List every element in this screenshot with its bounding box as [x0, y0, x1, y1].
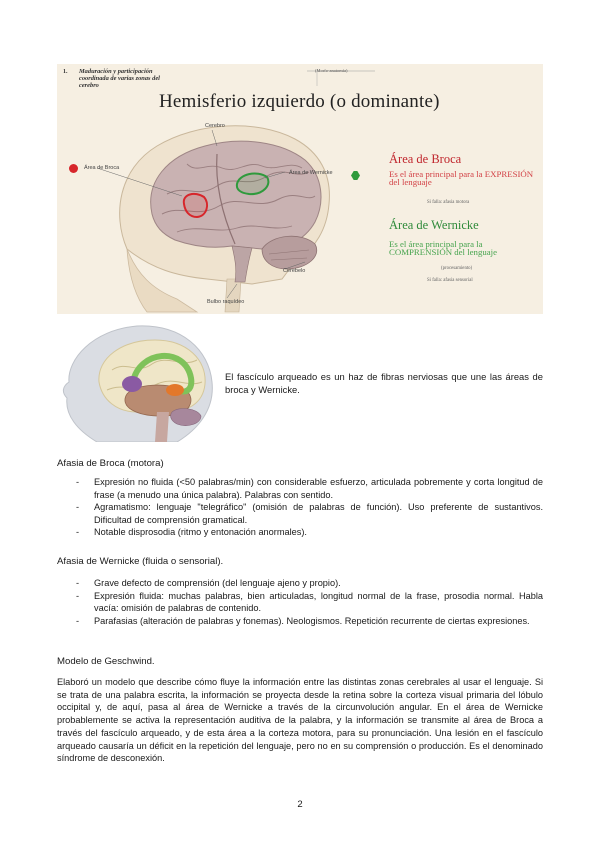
brain-figure [57, 64, 543, 314]
head-brain-illustration [57, 320, 215, 442]
broca-description: Es el área principal para la EXPRESIÓN del lenguaje [389, 169, 534, 188]
list-marker: - [76, 578, 80, 588]
list-item: - Expresión fluida: muchas palabras, bien articuladas, longitud normal de la frase, prosodia normal. Habla vacía: omisión de palabras de contenido. [76, 590, 543, 614]
wernicke-section-heading: Afasia de Wernicke (fluida o sensorial). [57, 556, 224, 567]
list-item: - Notable disprosodia (ritmo y entonación anormales). [76, 527, 307, 538]
broca-section-heading: Afasia de Broca (motora) [57, 458, 164, 469]
label-cerebelo: Cerebelo [283, 268, 306, 274]
arcuate-fasciculus-text: El fascículo arqueado es un haz de fibras nerviosas que une las áreas de broca y Wernicke. [225, 371, 543, 395]
list-item: - Grave defecto de comprensión (del lenguaje ajeno y propio). [76, 578, 341, 588]
list-marker: - [76, 615, 80, 626]
figure-title: Hemisferio izquierdo (o dominante) [159, 91, 440, 112]
figure-number: 1. [63, 69, 68, 75]
broca-marker-icon [69, 164, 78, 173]
wernicke-sub: Si falla: afasia sensorial [427, 278, 473, 283]
wernicke-small: (procesamiento) [441, 266, 473, 271]
figure-top-tag: (Morfo-anatomía) [315, 68, 348, 73]
label-area-wernicke: Área de Wernicke [289, 170, 333, 176]
label-bulbo: Bulbo raquídeo [207, 299, 245, 305]
list-item: - Parafasias (alteración de palabras y fonemas). Neologismos. Repetición recurrente de ciertas expresiones. [76, 615, 530, 626]
label-area-broca: Área de Broca [84, 165, 120, 171]
wernicke-list [57, 577, 543, 627]
figure-caption: Maduración y participación coordinada de varias zonas del cerebro [79, 68, 160, 90]
geschwind-heading: Modelo de Geschwind. [57, 656, 155, 667]
list-marker: - [76, 502, 80, 513]
list-marker: - [76, 527, 80, 538]
wernicke-marker-icon [351, 171, 360, 180]
list-marker: - [76, 477, 80, 487]
geschwind-paragraph: Elaboró un modelo que describe cómo fluye la información entre las distintas zonas cerebrales al usar el lenguaje. Si se trata de una palabra escrita, la información se proyecta desde la retina sobre la corteza visual primaria del lóbulo occipital y, de aquí, pasa al área de Wernicke a través de la circunvolución angular. En el área de Wernicke probablemente se activa la representación auditiva de la palabra, y la información se transmite al área de Broca a través del fascículo arqueado, y de esta área a la corteza motora, para su pronunciación. Una lesión en el fascículo arqueado causaría un déficit en la repetición del lenguaje, pero no en su comprensión o producción. Es el denominado síndrome de desconexión. [57, 677, 543, 764]
label-cerebro: Cerebro [205, 123, 225, 129]
list-item: - Expresión no fluida (<50 palabras/min) con considerable esfuerzo, articulada pobremente y corta longitud de frase (a menudo una única palabra). Palabras con sentido. [76, 477, 543, 500]
list-marker: - [76, 590, 80, 601]
broca-sub: Si falla: afasia motora [427, 200, 470, 205]
list-item: - Agramatismo: lenguaje "telegráfico" (omisión de palabras de función). Uso preferente de sustantivos. Dificultad de comprensión gramatical. [76, 502, 543, 525]
broca-heading: Área de Broca [389, 152, 462, 166]
wernicke-description: Es el área principal para la COMPRENSIÓN del lenguaje [389, 239, 497, 258]
broca-list [57, 476, 543, 539]
page-number: 2 [297, 799, 303, 810]
wernicke-heading: Área de Wernicke [389, 218, 479, 232]
arcuate-fasciculus-figure [57, 320, 215, 442]
